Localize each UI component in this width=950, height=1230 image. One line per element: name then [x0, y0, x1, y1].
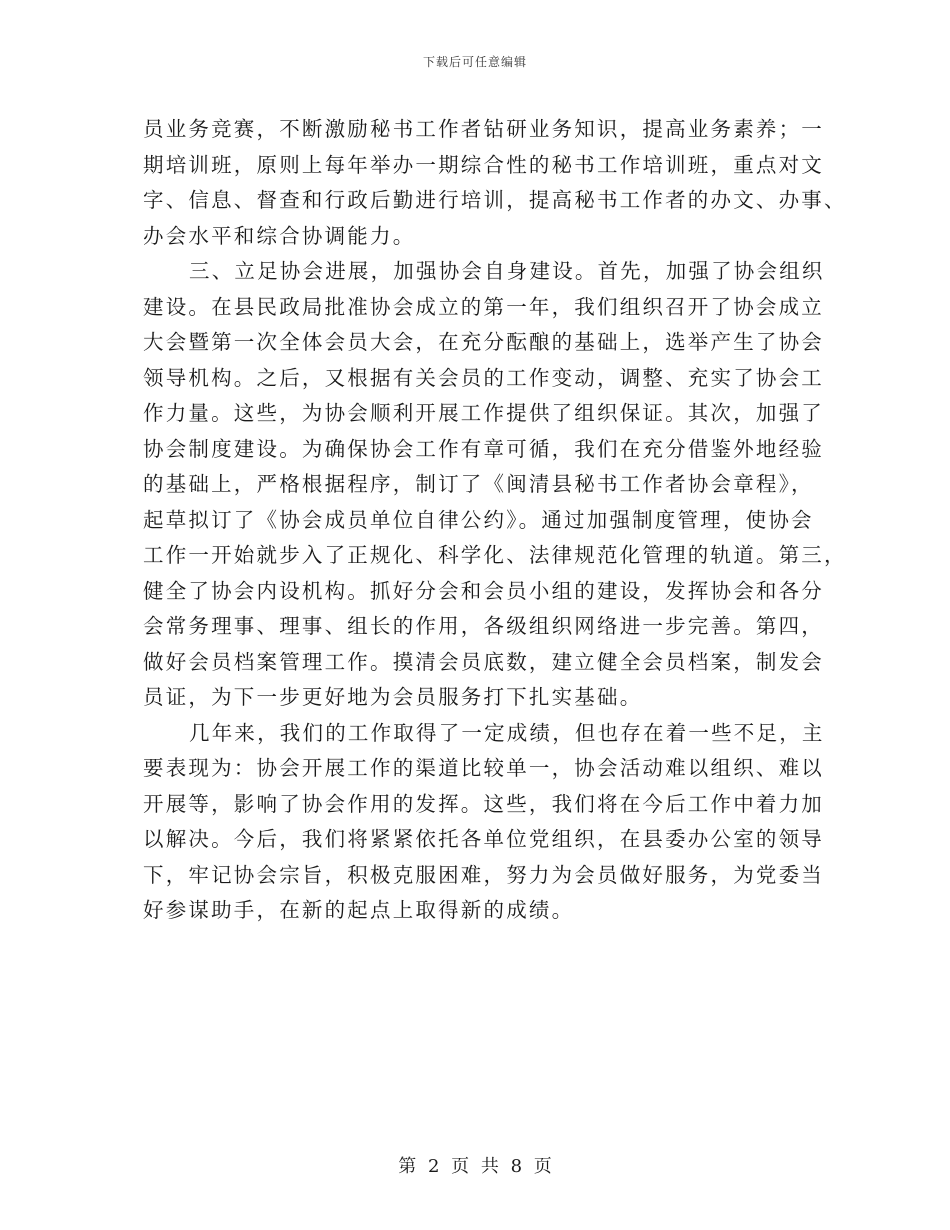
text-line: 协会制度建设。为确保协会工作有章可循，我们在充分借鉴外地经验: [143, 436, 824, 461]
text-line: 健全了协会内设机构。抓好分会和会员小组的建设，发挥协会和各分: [143, 578, 824, 603]
document-body: [143, 112, 847, 929]
text-line: 以解决。今后，我们将紧紧依托各单位党组织，在县委办公室的领导: [143, 827, 824, 851]
text-line: 下，牢记协会宗旨，积极克服困难，努力为会员做好服务，为党委当: [143, 862, 824, 887]
text-line: 要表现为：协会开展工作的渠道比较单一，协会活动难以组织、难以: [143, 756, 824, 780]
text-line: 大会暨第一次全体会员大会，在充分酝酿的基础上，选举产生了协会: [143, 330, 824, 354]
text-line: 起草拟订了《协会成员单位自律公约》。通过加强制度管理，使协会: [143, 507, 814, 532]
text-line: 期培训班，原则上每年举办一期综合性的秘书工作培训班，重点对文: [143, 152, 824, 177]
text-line: 员业务竞赛，不断激励秘书工作者钻研业务知识，提高业务素养；一: [143, 117, 824, 141]
paragraph-start-line: 三、立足协会进展，加强协会自身建设。首先，加强了协会组织: [189, 259, 825, 283]
text-line: 办会水平和综合协调能力。: [143, 223, 416, 248]
text-line: 员证，为下一步更好地为会员服务打下扎实基础。: [143, 685, 643, 709]
page-number: 第 2 页 共 8 页: [398, 1156, 552, 1177]
text-line: 开展等，影响了协会作用的发挥。这些，我们将在今后工作中着力加: [143, 791, 824, 816]
text-line: 的基础上，严格根据程序，制订了《闽清县秘书工作者协会章程》，: [143, 472, 814, 496]
text-line: 作力量。这些，为协会顺利开展工作提供了组织保证。其次，加强了: [143, 401, 824, 425]
page-header-note: 下载后可任意编辑: [422, 55, 527, 69]
text-line: 会常务理事、理事、组长的作用，各级组织网络进一步完善。第四，: [143, 614, 824, 638]
text-line: 工作一开始就步入了正规化、科学化、法律规范化管理的轨道。第三，: [143, 543, 847, 567]
text-line: 领导机构。之后，又根据有关会员的工作变动，调整、充实了协会工: [143, 365, 824, 390]
text-line: 建设。在县民政局批准协会成立的第一年，我们组织召开了协会成立: [143, 294, 824, 319]
paragraph-start-line: 几年来，我们的工作取得了一定成绩，但也存在着一些不足，主: [189, 720, 825, 745]
text-line: 做好会员档案管理工作。摸清会员底数，建立健全会员档案，制发会: [143, 649, 824, 674]
text-line: 好参谋助手，在新的起点上取得新的成绩。: [143, 898, 575, 922]
text-line: 字、信息、督查和行政后勤进行培训，提高秘书工作者的办文、办事、: [143, 188, 847, 212]
